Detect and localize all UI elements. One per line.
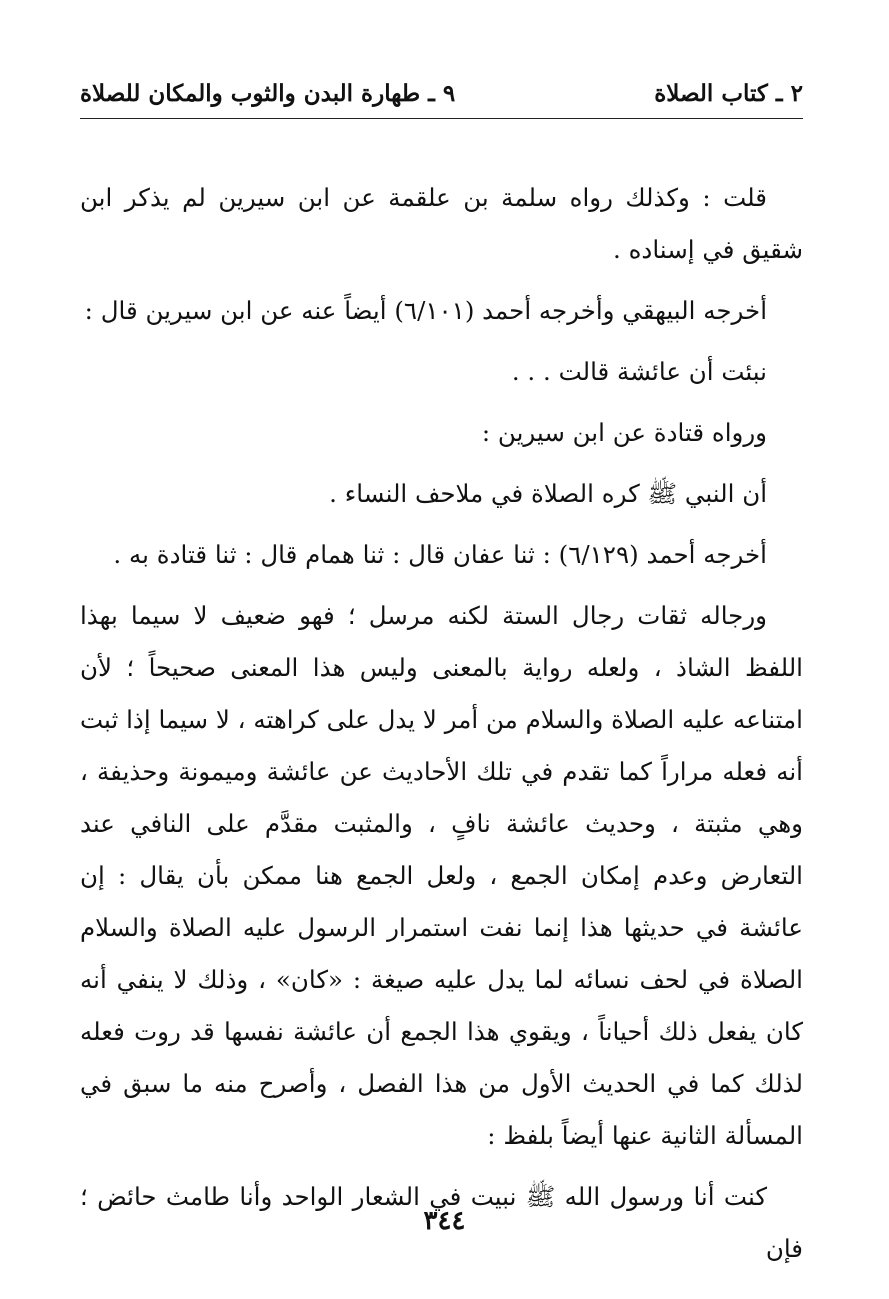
section-title: ٩ ـ طهارة البدن والثوب والمكان للصلاة (80, 80, 456, 107)
paragraph-hadith-shiar: كنت أنا ورسول الله ﷺ نبيت في الشعار الواحد وأنا طامث حائض ؛ فإن (80, 1182, 803, 1263)
paragraph-note-salama: قلت : وكذلك رواه سلمة بن علقمة عن ابن سيرين لم يذكر ابن شقيق في إسناده . (80, 183, 803, 264)
paragraph-commentary: ورجاله ثقات رجال الستة لكنه مرسل ؛ فهو ضعيف لا سيما بهذا اللفظ الشاذ ، ولعله رواية بالمعنى وليس هذا المعنى صحيحاً ؛ لأن امتناعه عليه الصلاة والسلام من أمر لا يدل على كراهته ، لا سيما إذا ثبت أنه فعله مراراً كما تقدم في تلك الأحاديث عن عائشة وميمونة وحذيفة ، وهي مثبتة ، وحديث عائشة نافٍ ، والمثبت مقدَّم على النافي عند التعارض وعدم إمكان الجمع ، ولعل الجمع هنا ممكن بأن يقال : إن عائشة في حديثها هذا إنما نفت استمرار الرسول عليه الصلاة والسلام الصلاة في لحف نسائه لما يدل عليه صيغة : «كان» ، وذلك لا ينفي أنه كان يفعل ذلك أحياناً ، ويقوي هذا الجمع أن عائشة نفسها قد روت فعله لذلك كما في الحديث الأول من هذا الفصل ، وأصرح منه ما سبق في المسألة الثانية عنها أيضاً بلفظ : (80, 601, 803, 1150)
paragraph-hadith-text: أن النبي ﷺ كره الصلاة في ملاحف النساء . (329, 479, 767, 508)
paragraph-aisha-narration: نبئت أن عائشة قالت . . . (511, 357, 767, 386)
chapter-title: ٢ ـ كتاب الصلاة (654, 80, 803, 107)
running-header (80, 78, 803, 119)
page-number: ٣٤٤ (423, 1206, 466, 1236)
main-text (80, 172, 803, 1275)
paragraph-qatada-chain: ورواه قتادة عن ابن سيرين : (481, 418, 767, 447)
paragraph-takhrij-ahmad: أخرجه أحمد (٦/١٢٩) : ثنا عفان قال : ثنا همام قال : ثنا قتادة به . (113, 540, 767, 569)
paragraph-takhrij-bayhaqi: أخرجه البيهقي وأخرجه أحمد (٦/١٠١) أيضاً عنه عن ابن سيرين قال : (84, 296, 767, 325)
